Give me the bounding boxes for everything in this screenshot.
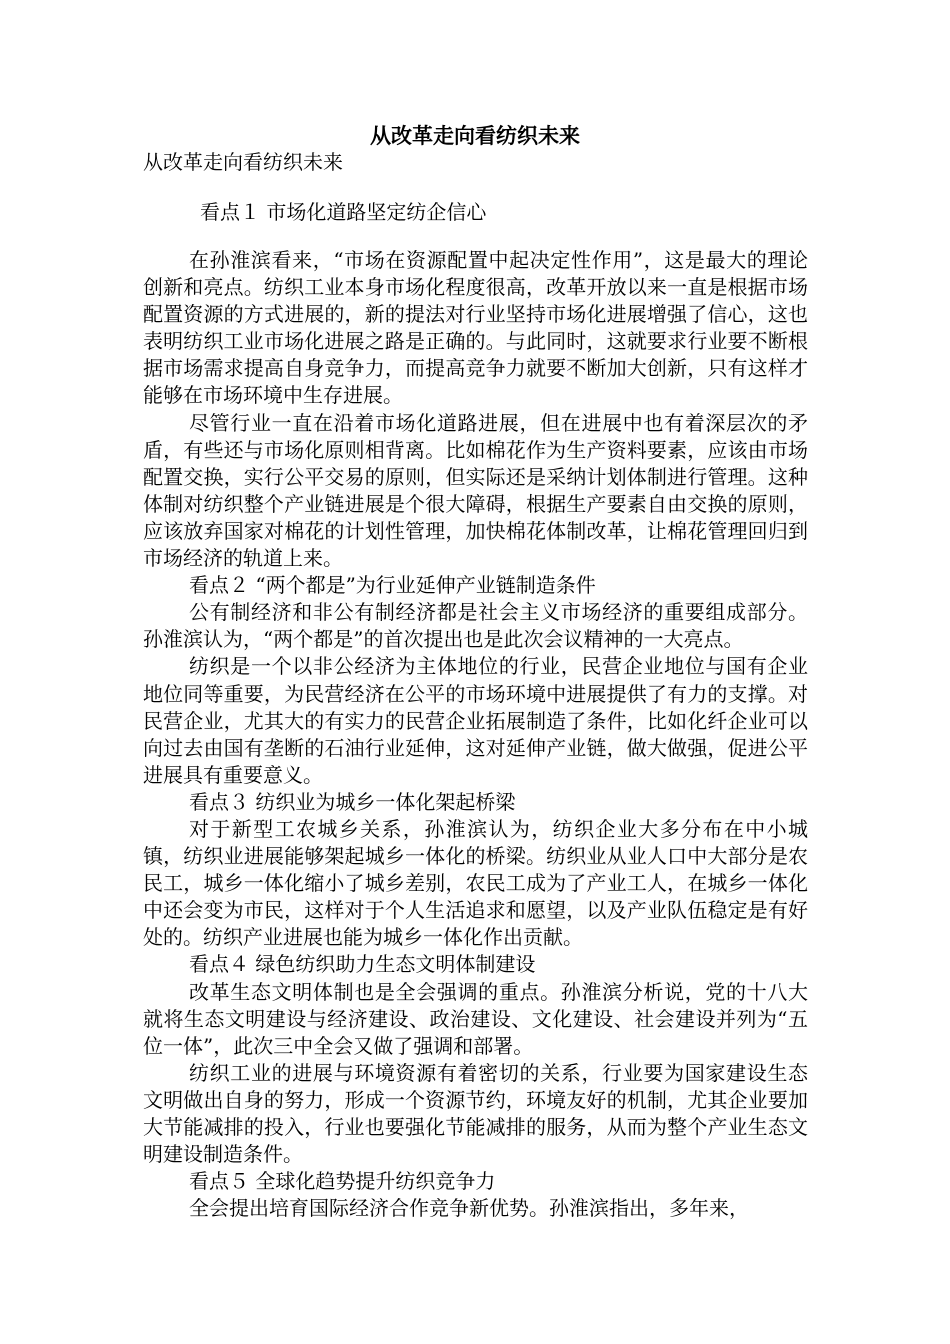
paragraph: 公有制经济和非公有制经济都是社会主义市场经济的重要组成部分。孙淮滨认为，“两个都是”的首次提出也是此次会议精神的一大亮点。 — [143, 600, 808, 652]
paragraph: 对于新型工农城乡关系，孙淮滨认为，纺织企业大多分布在中小城镇，纺织业进展能够架起城乡一体化的桥梁。纺织业从业人口中大部分是农民工，城乡一体化缩小了城乡差别，农民工成为了产业工人，在城乡一体化中还会变为市民，这样对于个人生活追求和愿望，以及产业队伍稳定是有好处的。纺织产业进展也能为城乡一体化作出贡献。 — [143, 816, 808, 950]
paragraph: 尽管行业一直在沿着市场化道路进展，但在进展中也有着深层次的矛盾，有些还与市场化原则相背离。比如棉花作为生产资料要素，应该由市场配置交换，实行公平交易的原则，但实际还是采纳计划体制进行管理。这种体制对纺织整个产业链进展是个很大障碍，根据生产要素自由交换的原则，应该放弃国家对棉花的计划性管理，加快棉花体制改革，让棉花管理回归到市场经济的轨道上来。 — [143, 410, 808, 571]
paragraph: 纺织是一个以非公经济为主体地位的行业，民营企业地位与国有企业地位同等重要，为民营经济在公平的市场环境中进展提供了有力的支撑。对民营企业，尤其大的有实力的民营企业拓展制造了条件，比如化纤企业可以向过去由国有垄断的石油行业延伸，这对延伸产业链，做大做强，促进公平进展具有重要意义。 — [143, 654, 808, 787]
document-title: 从改革走向看纺织未来 — [370, 124, 580, 148]
section-heading-5: 看点５ 全球化趋势提升纺织竞争力 — [189, 1169, 496, 1194]
section-heading-2: 看点２ “两个都是”为行业延伸产业链制造条件 — [189, 573, 596, 598]
paragraph: 全会提出培育国际经济合作竞争新优势。孙淮滨指出，多年来， — [189, 1196, 749, 1221]
section-heading-3: 看点３ 纺织业为城乡一体化架起桥梁 — [189, 789, 516, 814]
document-subtitle: 从改革走向看纺织未来 — [143, 150, 343, 174]
paragraph: 在孙淮滨看来，“市场在资源配置中起决定性作用”，这是最大的理论创新和亮点。纺织工业本身市场化程度很高，改革开放以来一直是根据市场配置资源的方式进展的，新的提法对行业坚持市场化进展增强了信心，这也表明纺织工业市场化进展之路是正确的。与此同时，这就要求行业要不断根据市场需求提高自身竞争力，而提高竞争力就要不断加大创新，只有这样才能够在市场环境中生存进展。 — [143, 248, 808, 408]
section-heading-4: 看点４ 绿色纺织助力生态文明体制建设 — [189, 952, 536, 977]
paragraph: 改革生态文明体制也是全会强调的重点。孙淮滨分析说，党的十八大就将生态文明建设与经济建设、政治建设、文化建设、社会建设并列为“五位一体”，此次三中全会又做了强调和部署。 — [143, 979, 808, 1058]
document-body — [143, 247, 808, 1222]
section-heading-1: 看点１ 市场化道路坚定纺企信心 — [200, 200, 487, 224]
paragraph: 纺织工业的进展与环境资源有着密切的关系，行业要为国家建设生态文明做出自身的努力，形成一个资源节约，环境友好的机制，尤其企业要加大节能减排的投入，行业也要强化节能减排的服务，从而为整个产业生态文明建设制造条件。 — [143, 1060, 808, 1167]
